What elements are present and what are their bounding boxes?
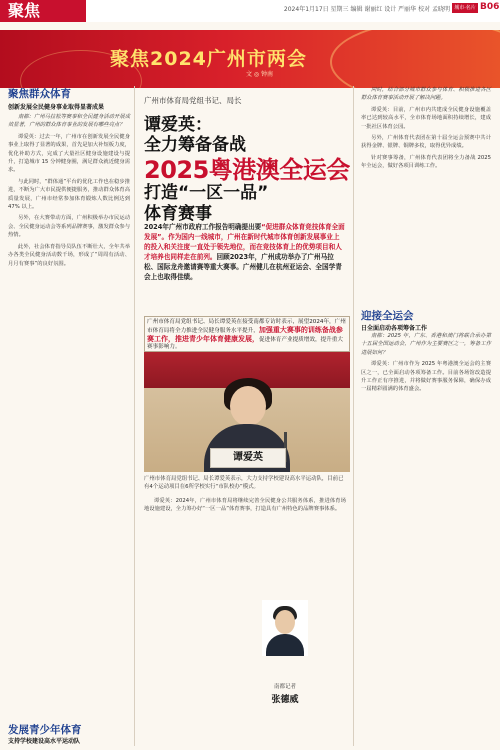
page-number: B06 — [480, 2, 500, 12]
banner-decoration — [330, 30, 500, 88]
headline-line: 打造“一区一品” — [144, 183, 269, 203]
summary-box — [144, 316, 350, 352]
body-paragraph: 谭爱英：广州市作为 2025 年粤港澳全运会的主赛区之一，已全面启动各项筹备工作。目前各场馆改造提升工作正有序推进，并将做好赛事服务保障，确保办成一届精彩圆满的体育盛会。 — [361, 361, 491, 393]
headline-highlight: 2025粤港澳全运会 — [144, 156, 350, 184]
issue-info: 2024年1月17日 星期三 编辑 谢丽红 设计 严丽华 校对 孟晓明 — [283, 6, 450, 13]
reporter-name: 张德威 — [271, 695, 299, 705]
headline-line: 体育赛事 — [144, 204, 212, 224]
headline-line: 全力筹备备战 — [144, 135, 246, 155]
lead-highlight: “促进群众体育竞技体育全面发展”。作为国内一线城市，广州在新时代城市体育创新发展事业上的投入和关注度一直处于领先地位，而在竞技体育上的优势项目和人才培养也同样走在前列。 — [144, 223, 345, 261]
lead-paragraph — [144, 222, 346, 282]
section-subheading: 日全面启动各项筹备工作 — [361, 325, 428, 332]
body-paragraph: 谭爱英：目前，广州市内共建成全民健身设施覆盖率已达到较高水平，全市体育场地面积持续增长，建成一批社区体育公园。 — [361, 106, 491, 130]
person-face — [230, 386, 266, 426]
person-face — [275, 610, 295, 634]
photo-caption: 广州市体育局党组书记、局长谭爱英表示，大力支持学校建设高水平运动队，目前已有4个运动项目在6所学校实行“市队校办”模式。 — [144, 476, 344, 490]
editor-badge: 城市·名片 — [452, 3, 478, 13]
body-paragraph: 与此同时，“群体通”平台的优化工作也在稳步推进，不断为广大市民提供便捷服务，推动群众体育高质量发展，广州市经常参加体育锻炼人数比例达到 47% 以上。 — [8, 178, 130, 211]
column-divider — [353, 86, 354, 746]
body-paragraph: 另外，在大赛带动方面，广州积极举办市民运动会、全民健身运动会等系列品牌赛事，激发群众参与热情。 — [8, 215, 130, 239]
interviewee-title: 广州市体育局党组书记、局长 — [144, 96, 242, 105]
section-heading: 发展青少年体育 — [8, 724, 82, 736]
body-paragraph: 谭爱英：2024年，广州市体育局将继续完善全民健身公共服务体系，推进体育场地设施建设，全力筹办好“一区一品”体育赛事，打造具有广州特色的品牌赛事体系。 — [144, 498, 346, 513]
middle-body — [144, 497, 346, 517]
section-heading: 迎接全运会 — [361, 310, 414, 322]
body-paragraph: 同时，结合部分城市群众参与体育、积极推进各区群众体育赛事活动开展了解决问题。 — [361, 87, 491, 102]
person-body — [266, 634, 304, 656]
question-paragraph: 南都：2025 年，广东、香港和澳门将联合承办第十五届全国运动会，广州作为主要赛区之一，筹备工作进展如何？ — [361, 333, 491, 356]
body-paragraph: 谭爱英：过去一年，广州市在创新发展全民健身事业上取得了显著的成果，首先是加大补短板力度，优化补助方式，完成了大量社区健身设施建设与提升，打造城市 15 分钟健身圈，满足群众就近健身需求。 — [8, 133, 130, 174]
left-column — [8, 86, 130, 271]
nameplate: 谭爱英 — [210, 448, 286, 468]
summary-text: 广州市体育局党组书记、局长谭爱英在接受南都专访时表示，展望2024年，广州市体育局将全力推进全民健身服务水平提升， — [147, 319, 346, 334]
right-column — [361, 86, 491, 174]
section-tag: 聚焦 — [0, 0, 86, 22]
section-subheading: 支持学校建设高水平运动队 — [8, 738, 81, 745]
interview-photo — [144, 352, 350, 472]
headline-name: 谭爱英： — [144, 115, 212, 135]
reporter-photo — [262, 600, 308, 656]
section-heading: 聚焦群众体育 — [8, 88, 71, 100]
body-paragraph: 另外，广州体育代表团在第十届全运会预赛中共计获得金牌、银牌、铜牌多枚，取得优异成绩。 — [361, 135, 491, 150]
right-column-lower — [361, 332, 491, 397]
lead-text: 回顾2023年，广州成功举办了广州马拉松、国际龙舟邀请赛等重大赛事。广州健儿在杭州亚运会、全国学青会上也取得佳绩。 — [144, 253, 342, 281]
body-paragraph: 此外，社会体育指导员队伍不断壮大，全年共举办各类全民健身活动数千场，形成了“周周有活动、月月有赛事”的良好氛围。 — [8, 243, 130, 267]
banner-byline: 文 ◎ 钟南 — [246, 71, 274, 78]
question-paragraph: 南都：广州马拉松等赛事和全民健身活动开展成效显著，广州的群众体育事业的发展有哪些亮点？ — [8, 114, 130, 129]
summary-highlight: 加强重大赛事的训练备战参赛工作，推进青少年体育健康发展， — [147, 325, 343, 343]
column-divider — [134, 86, 135, 746]
reporter-label: 南都记者 — [273, 684, 296, 690]
section-subheading: 创新发展全民健身事业取得显著成果 — [8, 104, 105, 111]
banner-title: 聚焦2024广州市两会 — [110, 48, 307, 70]
summary-text: 促进体育产业提质增效，提升重大赛事影响力。 — [147, 336, 343, 351]
body-paragraph: 针对赛事筹备，广州体育代表团将全力备战 2025 年全运会，做好各项目训练工作。 — [361, 154, 491, 170]
lead-text: 2024年广州市政府工作报告明确提出要 — [144, 223, 262, 231]
